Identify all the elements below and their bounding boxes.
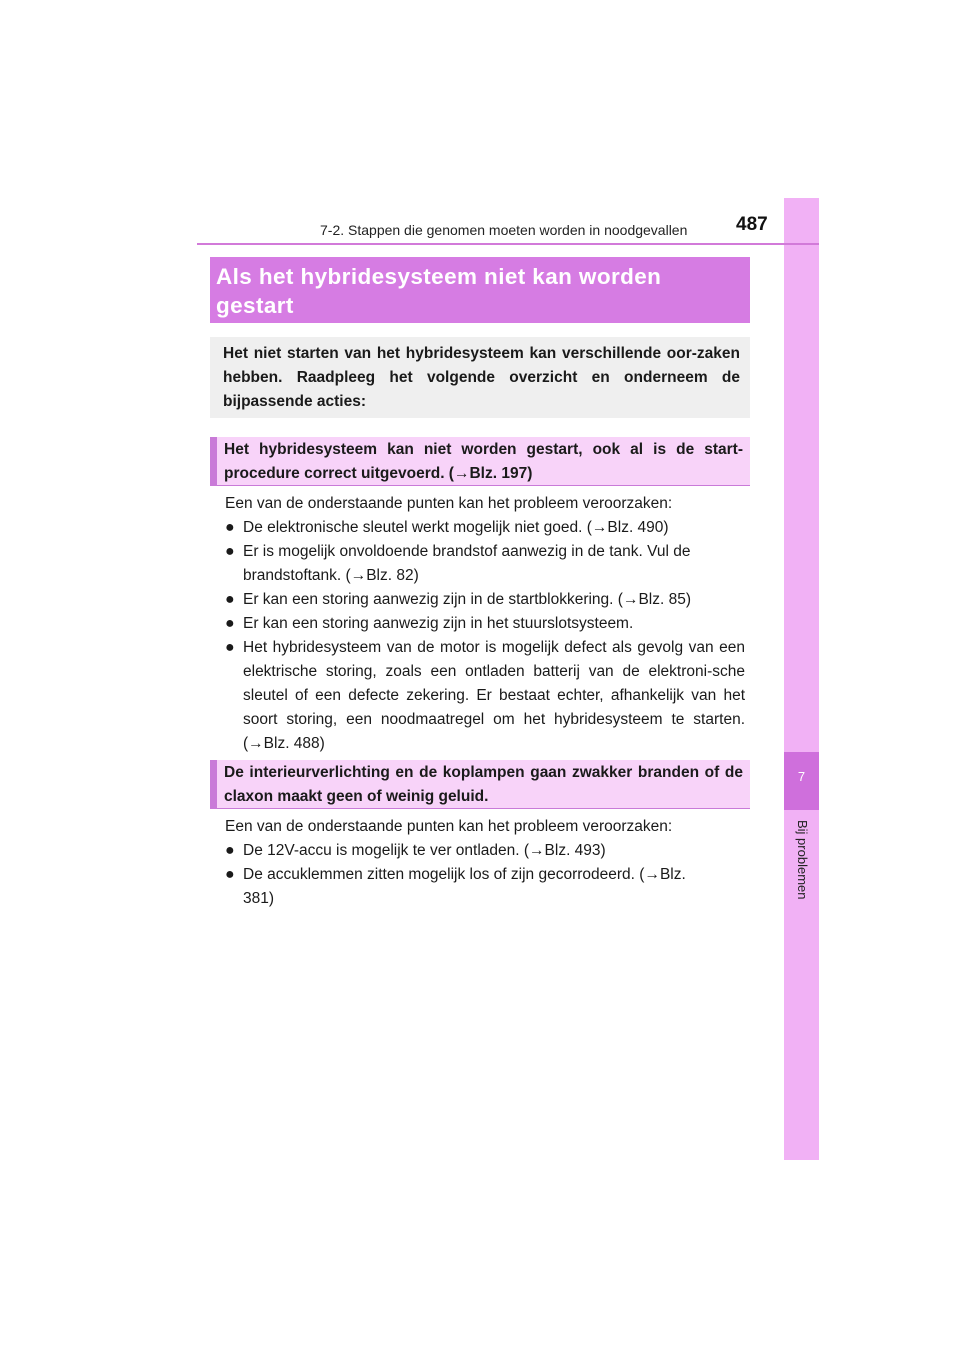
list-item [225, 588, 745, 612]
page-title-box [210, 257, 750, 323]
intro-box [210, 337, 750, 418]
bullet-icon: ● [225, 591, 235, 608]
page-title: Als het hybridesysteem niet kan worden gestart [216, 264, 662, 318]
bullet-icon: ● [225, 543, 235, 560]
bullet-icon: ● [225, 866, 235, 883]
section-heading: De interieurverlichting en de koplampen gaan zwakker branden of de claxon maakt geen of weinig geluid. [224, 764, 743, 805]
section-lead: Een van de onderstaande punten kan het probleem veroorzaken: [225, 495, 673, 512]
section-lead: Een van de onderstaande punten kan het probleem veroorzaken: [225, 818, 673, 835]
bullet-icon: ● [225, 639, 235, 656]
chapter-title: Bij problemen [795, 820, 810, 900]
list-item-text: De 12V-accu is mogelijk te ver ontladen. (→Blz. 493) [243, 842, 606, 859]
list-item-text: De elektronische sleutel werkt mogelijk niet goed. (→Blz. 490) [243, 519, 669, 536]
bullet-icon: ● [225, 615, 235, 632]
list-item [225, 839, 745, 863]
list-item [225, 516, 745, 540]
section-heading-box [210, 437, 750, 486]
list-item-text: Het hybridesysteem van de motor is mogelijk defect als gevolg van een elektrische storing, zoals een ontladen batterij van de elektroni-sche sleutel of een defecte zekering. Er bestaat echter, afhankelijk van het soort storing, een noodmaatregel om het hybridesysteem te starten. (→Blz. 488) [243, 639, 745, 752]
intro-text: Het niet starten van het hybridesysteem kan verschillende oor-zaken hebben. Raadpleeg het volgende overzicht en onderneem de bijpassende acties: [223, 345, 740, 410]
list-item-text: De accuklemmen zitten mogelijk los of zijn gecorrodeerd. (→Blz. 381) [243, 866, 686, 907]
list-item [225, 863, 695, 911]
list-item [225, 636, 745, 756]
list-item-text: Er kan een storing aanwezig zijn in het stuurslotsysteem. [243, 615, 634, 632]
list-item [225, 612, 745, 636]
bullet-icon: ● [225, 842, 235, 859]
header-rule [197, 243, 819, 245]
chapter-number: 7 [797, 769, 806, 784]
page-number: 487 [736, 214, 768, 235]
list-item-text: Er is mogelijk onvoldoende brandstof aanwezig in de tank. Vul de brandstoftank. (→Blz. 82) [243, 543, 691, 584]
list-item-text: Er kan een storing aanwezig zijn in de startblokkering. (→Blz. 85) [243, 591, 691, 608]
section-header: 7-2. Stappen die genomen moeten worden in noodgevallen [320, 222, 688, 238]
chapter-side-tab [784, 198, 819, 1160]
section-heading: Het hybridesysteem kan niet worden gestart, ook al is de start-procedure correct uitgevoerd. (→Blz. 197) [224, 441, 743, 482]
bullet-icon: ● [225, 519, 235, 536]
list-item [225, 540, 695, 588]
section-heading-box [210, 760, 750, 809]
